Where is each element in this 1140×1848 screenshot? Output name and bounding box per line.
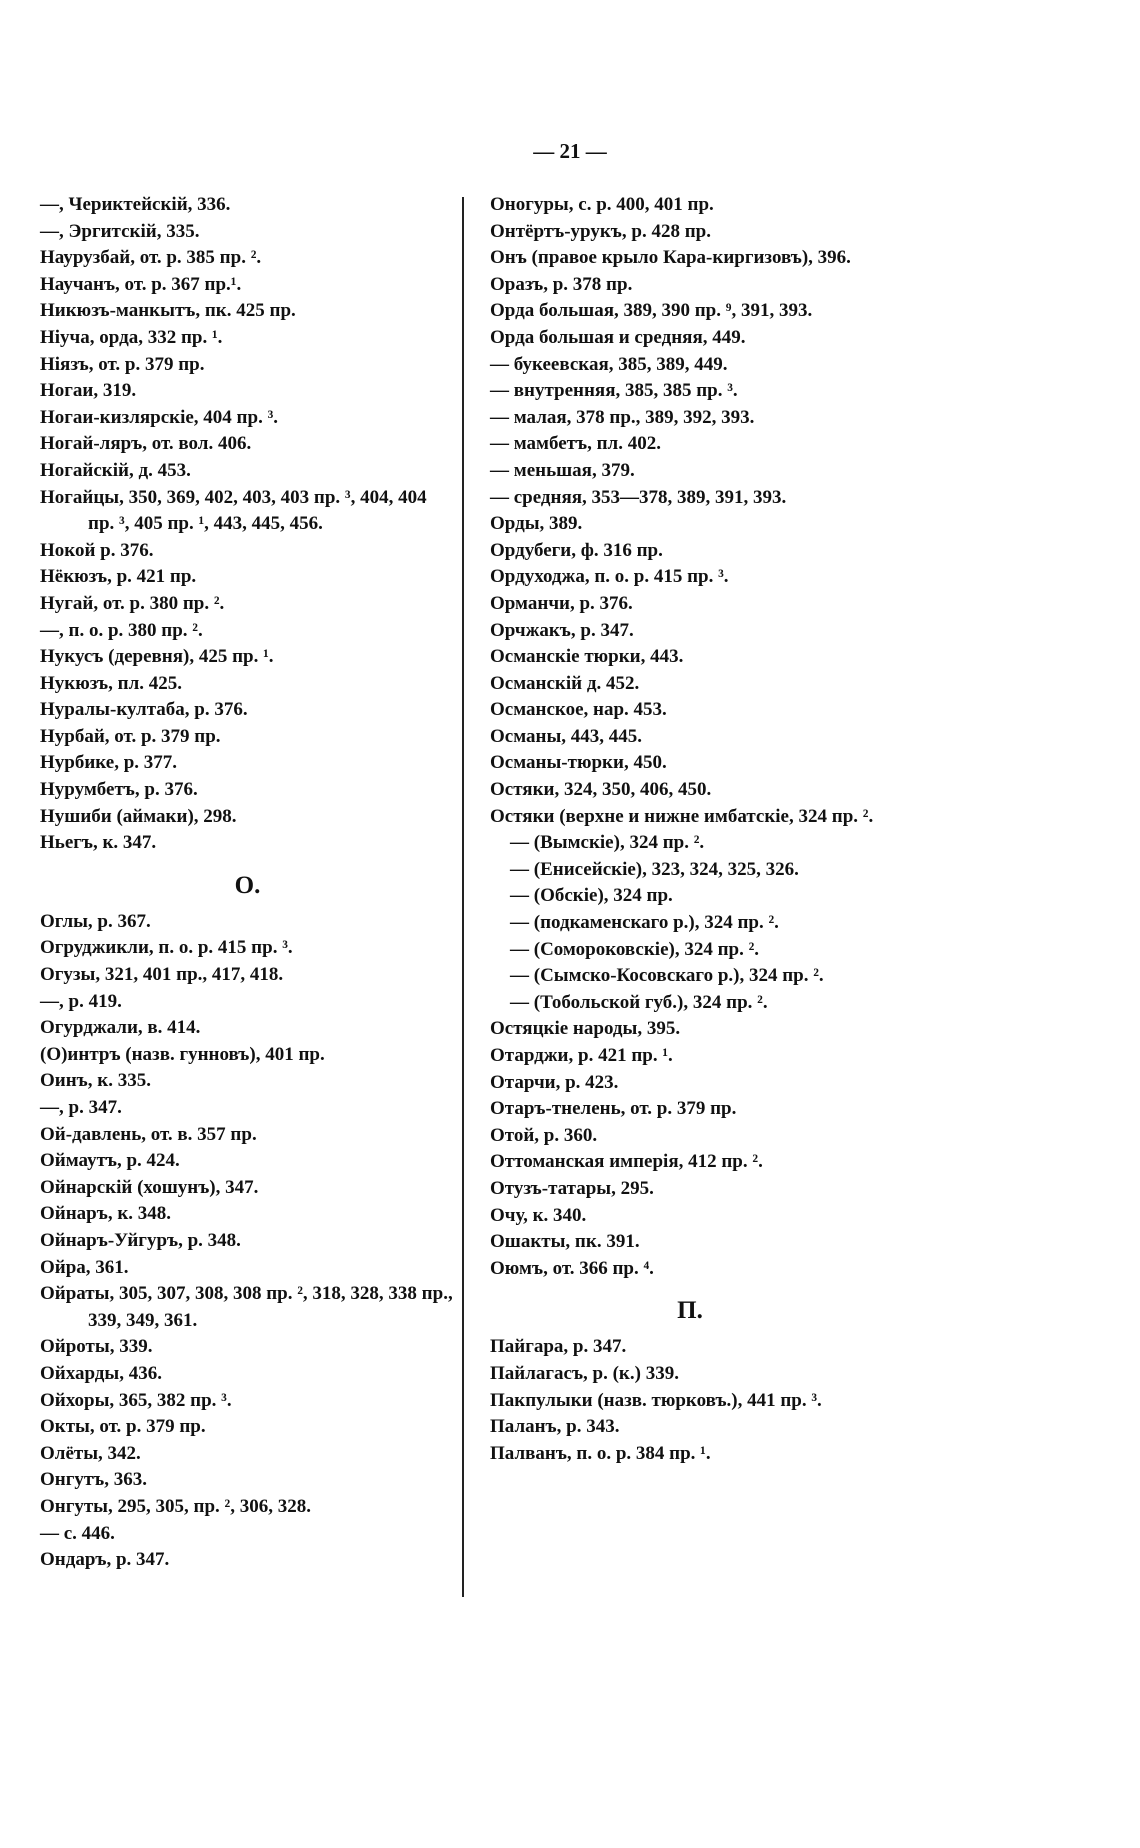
index-entry: Нукусъ (деревня), 425 пр. ¹. — [40, 646, 274, 668]
index-entry: Пайгара, р. 347. — [490, 1336, 627, 1358]
index-entry: Ойхоры, 365, 382 пр. ³. — [40, 1389, 232, 1411]
index-entry: Ордуходжа, п. о. р. 415 пр. ³. — [490, 566, 729, 588]
index-entry: Ойнаръ, к. 348. — [40, 1203, 172, 1225]
index-entry: (О)интръ (назв. гунновъ), 401 пр. — [40, 1043, 325, 1065]
index-entry: Орда большая и средняя, 449. — [490, 326, 746, 348]
index-entry: Османскій д. 452. — [490, 672, 640, 694]
index-entry: —, р. 347. — [40, 1097, 122, 1118]
index-entry: Ногайцы, 350, 369, 402, 403, 403 пр. ³, 404, 404 пр. ³, 405 пр. ¹, 443, 445, 456. — [40, 486, 427, 535]
index-entry: Окты, от. р. 379 пр. — [40, 1416, 206, 1438]
index-entry: Орда большая, 389, 390 пр. ⁹, 391, 393. — [490, 300, 813, 322]
index-entry: — (Сымско-Косовскаго р.), 324 пр. ². — [510, 965, 824, 987]
index-entry: Ойхарды, 436. — [40, 1362, 162, 1384]
column-divider — [462, 197, 464, 1597]
index-entry: — (Обскіе), 324 пр. — [510, 885, 673, 907]
index-entry: Ногайскій, д. 453. — [40, 459, 191, 481]
index-entry: Орды, 389. — [490, 513, 583, 535]
index-entry: —, Чериктейскій, 336. — [40, 194, 231, 215]
index-entry: — (подкаменскаго р.), 324 пр. ². — [510, 912, 779, 934]
index-entry: Оттоманская имперія, 412 пр. ². — [490, 1151, 763, 1173]
index-entry: Ойнаръ-Уйгуръ, р. 348. — [40, 1229, 241, 1251]
index-entry: Онгутъ, 363. — [40, 1469, 148, 1491]
index-entry: — (Сомороковскіе), 324 пр. ². — [510, 938, 760, 960]
index-entry: —, п. о. р. 380 пр. ². — [40, 619, 203, 641]
index-entry: — (Тобольской губ.), 324 пр. ². — [510, 991, 768, 1013]
index-entry: Нурумбетъ, р. 376. — [40, 779, 198, 801]
index-entry: Нукюзъ, пл. 425. — [40, 672, 182, 694]
index-entry: — средняя, 353—378, 389, 391, 393. — [490, 486, 787, 508]
index-entry: Нурбике, р. 377. — [40, 752, 178, 774]
index-entry: Онгуты, 295, 305, пр. ², 306, 328. — [40, 1495, 311, 1517]
index-entry: Пайлагасъ, р. (к.) 339. — [490, 1362, 679, 1384]
page-number: — 21 — — [533, 139, 607, 163]
index-entry: —, р. 419. — [40, 990, 122, 1012]
index-entry: Огурджали, в. 414. — [40, 1017, 201, 1039]
index-entry: Отузъ-татары, 295. — [490, 1177, 654, 1199]
index-entry: Ойраты, 305, 307, 308, 308 пр. ², 318, 328, 338 пр., 339, 349, 361. — [40, 1283, 453, 1331]
index-entry: Никюзъ-манкытъ, пк. 425 пр. — [40, 300, 296, 322]
index-entry: Оразъ, р. 378 пр. — [490, 273, 633, 295]
index-entry: Отой, р. 360. — [490, 1124, 598, 1146]
index-entry: Османское, нар. 453. — [490, 699, 667, 721]
index-entry: Ногаи, 319. — [40, 380, 137, 402]
index-entry: Отарджи, р. 421 пр. ¹. — [490, 1045, 673, 1066]
index-entry: —, Эргитскій, 335. — [40, 220, 200, 242]
index-entry: Ногай-ляръ, от. вол. 406. — [40, 433, 252, 455]
index-entry: Онъ (правое крыло Кара-киргизовъ), 396. — [490, 247, 851, 269]
index-entry: — букеевская, 385, 389, 449. — [490, 353, 728, 375]
index-entry: Нёкюзъ, р. 421 пр. — [40, 566, 197, 588]
index-entry: Оглы, р. 367. — [40, 910, 151, 932]
index-entry: Палванъ, п. о. р. 384 пр. ¹. — [490, 1442, 711, 1464]
index-entry: Оймаутъ, р. 424. — [40, 1150, 180, 1172]
index-entry: Ойнарскій (хошунъ), 347. — [40, 1176, 259, 1198]
index-entry: Остяки (верхне и нижне имбатскіе, 324 пр. ². — [490, 805, 874, 827]
index-entry: Отаръ-тнелень, от. р. 379 пр. — [490, 1098, 737, 1120]
index-entry: Паланъ, р. 343. — [490, 1416, 620, 1438]
index-entry: Остяцкіе народы, 395. — [490, 1018, 681, 1040]
index-entry: Нугай, от. р. 380 пр. ². — [40, 592, 225, 614]
index-entry: Отарчи, р. 423. — [490, 1071, 619, 1093]
index-entry: Ногаи-кизлярскіе, 404 пр. ³. — [40, 406, 279, 428]
index-entry: Ой-давлень, от. в. 357 пр. — [40, 1123, 257, 1145]
index-entry: Нушиби (аймаки), 298. — [40, 805, 237, 827]
index-entry: Оинъ, к. 335. — [40, 1070, 151, 1092]
index-entry: Ойра, 361. — [40, 1256, 129, 1278]
index-entry: — малая, 378 пр., 389, 392, 393. — [490, 406, 755, 428]
index-entry: Онтёртъ-урукъ, р. 428 пр. — [490, 220, 711, 242]
index-entry: Ніязъ, от. р. 379 пр. — [40, 353, 205, 375]
index-entry: Ніуча, орда, 332 пр. ¹. — [40, 326, 223, 348]
index-entry: Османы-тюрки, 450. — [490, 752, 667, 774]
index-entry: Оногуры, с. р. 400, 401 пр. — [490, 194, 714, 215]
index-entry: Остяки, 324, 350, 406, 450. — [490, 779, 712, 801]
index-entry: Нурбай, от. р. 379 пр. — [40, 725, 221, 747]
index-entry: Османскіе тюрки, 443. — [490, 646, 684, 668]
index-entry: Огузы, 321, 401 пр., 417, 418. — [40, 964, 284, 986]
section-letter: О. — [234, 871, 261, 899]
index-entry: Орчжакъ, р. 347. — [490, 619, 634, 641]
index-entry: — (Вымскіе), 324 пр. ². — [510, 832, 705, 854]
index-entry: — внутренняя, 385, 385 пр. ³. — [490, 380, 738, 402]
index-entry: Оюмъ, от. 366 пр. ⁴. — [490, 1257, 654, 1279]
index-entry: Ондаръ, р. 347. — [40, 1549, 170, 1571]
index-entry: — меньшая, 379. — [490, 459, 635, 481]
index-entry: Пакпулыки (назв. тюрковъ.), 441 пр. ³. — [490, 1389, 822, 1411]
index-entry: Научанъ, от. р. 367 пр.¹. — [40, 273, 242, 295]
index-entry: Османы, 443, 445. — [490, 725, 643, 747]
index-entry: Огруджикли, п. о. р. 415 пр. ³. — [40, 937, 293, 959]
index-entry: Ойроты, 339. — [40, 1336, 153, 1358]
index-entry: — мамбетъ, пл. 402. — [490, 433, 661, 455]
index-entry: Нокой р. 376. — [40, 539, 154, 561]
index-entry: Ордубеги, ф. 316 пр. — [490, 539, 663, 561]
index-entry: Олёты, 342. — [40, 1442, 141, 1464]
index-column-right — [490, 192, 890, 1467]
index-entry: Орманчи, р. 376. — [490, 592, 633, 614]
index-entry: — с. 446. — [40, 1522, 115, 1544]
index-column-left — [40, 192, 455, 1574]
index-entry: Нуралы-култаба, р. 376. — [40, 699, 248, 721]
index-entry: — (Енисейскіе), 323, 324, 325, 326. — [510, 858, 799, 880]
index-entry: Ошакты, пк. 391. — [490, 1231, 640, 1253]
index-entry: Очу, к. 340. — [490, 1204, 587, 1226]
index-entry: Наурузбай, от. р. 385 пр. ². — [40, 247, 262, 269]
index-entry: Ньегъ, к. 347. — [40, 832, 157, 854]
section-letter: П. — [677, 1297, 703, 1325]
